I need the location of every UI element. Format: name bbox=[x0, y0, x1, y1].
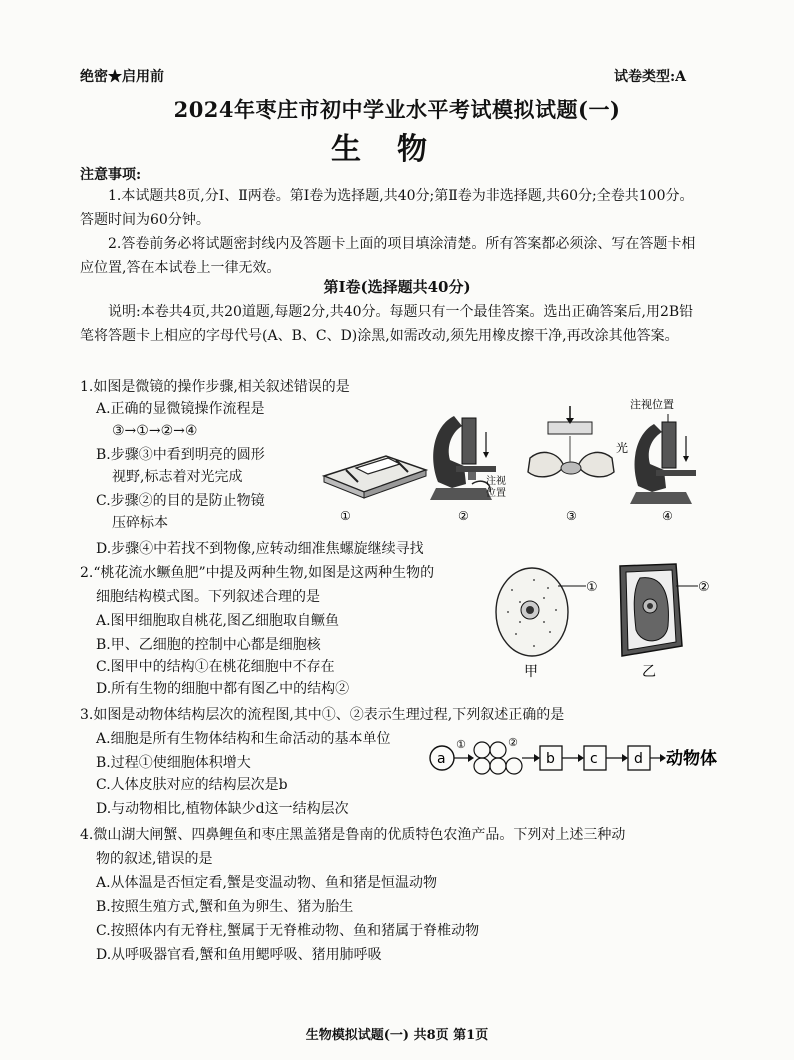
q4-stem-cont: 物的叙述,错误的是 bbox=[96, 851, 213, 867]
q1-option-b: B.步骤③中看到明亮的圆形 bbox=[96, 447, 265, 463]
paper-type: 试卷类型:A bbox=[614, 69, 687, 85]
secret-label: 绝密★启用前 bbox=[80, 69, 164, 85]
q4-option-a: A.从体温是否恒定看,蟹是变温动物、鱼和猪是恒温动物 bbox=[96, 875, 438, 891]
fig-label-1: ① bbox=[340, 509, 351, 523]
q2-option-c: C.图甲中的结构①在桃花细胞中不存在 bbox=[96, 659, 335, 675]
step1-slide-image bbox=[324, 456, 426, 498]
q4-option-c: C.按照体内有无脊柱,蟹属于无脊椎动物、鱼和猪属于脊椎动物 bbox=[96, 923, 480, 939]
section-title: 第Ⅰ卷(选择题共40分) bbox=[323, 278, 471, 296]
fig-end-label: 动物体 bbox=[666, 749, 717, 769]
q3-option-b: B.过程①使细胞体积增大 bbox=[96, 755, 251, 771]
step4-microscope-image bbox=[630, 414, 696, 504]
plant-cell-yi bbox=[620, 564, 698, 656]
q1-option-a-cont: ③→①→②→④ bbox=[112, 423, 198, 439]
fig-light: 光 bbox=[616, 441, 629, 455]
q1-stem: 1.如图是微镜的操作步骤,相关叙述错误的是 bbox=[80, 379, 350, 395]
q3-stem: 3.如图是动物体结构层次的流程图,其中①、②表示生理过程,下列叙述正确的是 bbox=[80, 707, 565, 723]
q1-option-c: C.步骤②的目的是防止物镜 bbox=[96, 493, 265, 509]
fig-step-2: ② bbox=[508, 736, 518, 749]
q3-option-c: C.人体皮肤对应的结构层次是b bbox=[96, 777, 288, 793]
notice-heading: 注意事项: bbox=[80, 167, 142, 183]
q4-stem: 4.微山湖大闸蟹、四鼻鲤鱼和枣庄黑盖猪是鲁南的优质特色农渔产品。下列对上述三种动 bbox=[80, 827, 626, 843]
q3-option-d: D.与动物相比,植物体缺少d这一结构层次 bbox=[96, 801, 349, 817]
fig-watch-2b: 位置 bbox=[486, 488, 506, 499]
q3-option-a: A.细胞是所有生物体结构和生命活动的基本单位 bbox=[96, 731, 391, 747]
fig-mark-1: ① bbox=[586, 580, 598, 595]
fig-label-3: ③ bbox=[566, 509, 577, 523]
fig-cell-b: 乙 bbox=[642, 664, 656, 680]
fig-watch-4: 注视位置 bbox=[630, 398, 674, 411]
q1-option-b-cont: 视野,标志着对光完成 bbox=[112, 469, 243, 485]
q1-option-c-cont: 压碎标本 bbox=[112, 515, 168, 531]
exam-title: 2024年枣庄市初中学业水平考试模拟试题(一) bbox=[173, 97, 621, 122]
q2-option-a: A.图甲细胞取自桃花,图乙细胞取自鳜鱼 bbox=[96, 613, 340, 629]
q2-cell-figure bbox=[490, 560, 720, 690]
fig-node-d: d bbox=[634, 751, 643, 767]
step3-hands-image bbox=[528, 406, 614, 477]
fig-watch-2a: 注视 bbox=[486, 476, 506, 487]
q1-option-d: D.步骤④中若找不到物像,应转动细准焦螺旋继续寻找 bbox=[96, 541, 424, 557]
q1-option-a: A.正确的显微镜操作流程是 bbox=[96, 401, 265, 417]
notice-item-1: 1.本试题共8页,分Ⅰ、Ⅱ两卷。第Ⅰ卷为选择题,共40分;第Ⅱ卷为非选择题,共60分;全卷共100分。答题时间为60分钟。 bbox=[80, 188, 694, 228]
fig-node-b: b bbox=[546, 751, 555, 767]
fig-step-1: ① bbox=[456, 738, 466, 751]
fig-cell-a: 甲 bbox=[524, 664, 538, 680]
q2-option-d: D.所有生物的细胞中都有图乙中的结构② bbox=[96, 681, 350, 697]
fig-mark-2: ② bbox=[698, 580, 710, 595]
fig-label-2: ② bbox=[458, 509, 469, 523]
q1-microscope-figure bbox=[316, 396, 706, 532]
animal-cell-jia bbox=[496, 568, 586, 656]
q2-stem: 2.“桃花流水鳜鱼肥”中提及两种生物,如图是这两种生物的 bbox=[80, 565, 435, 581]
section-description: 说明:本卷共4页,共20道题,每题2分,共40分。每题只有一个最佳答案。选出正确答案后,用2B铅笔将答题卡上相应的字母代号(A、B、C、D)涂黑,如需改动,须先用橡皮擦干净,再改涂其他答案。 bbox=[80, 304, 694, 344]
q3-flow-figure bbox=[426, 730, 720, 786]
fig-node-c: c bbox=[590, 751, 598, 767]
fig-node-a: a bbox=[437, 751, 446, 767]
fig-label-4: ④ bbox=[662, 509, 673, 523]
q4-option-b: B.按照生殖方式,蟹和鱼为卵生、猪为胎生 bbox=[96, 899, 354, 915]
notice-item-2: 2.答卷前务必将试题密封线内及答题卡上面的项目填涂清楚。所有答案都必须涂、写在答题卡相应位置,答在本试卷上一律无效。 bbox=[80, 236, 696, 276]
subject-title: 生物 bbox=[331, 132, 463, 167]
q2-stem-cont: 细胞结构模式图。下列叙述合理的是 bbox=[96, 589, 320, 605]
q2-option-b: B.甲、乙细胞的控制中心都是细胞核 bbox=[96, 637, 321, 653]
q4-option-d: D.从呼吸器官看,蟹和鱼用鳃呼吸、猪用肺呼吸 bbox=[96, 947, 382, 963]
page-footer: 生物模拟试题(一) 共8页 第1页 bbox=[305, 1028, 489, 1043]
